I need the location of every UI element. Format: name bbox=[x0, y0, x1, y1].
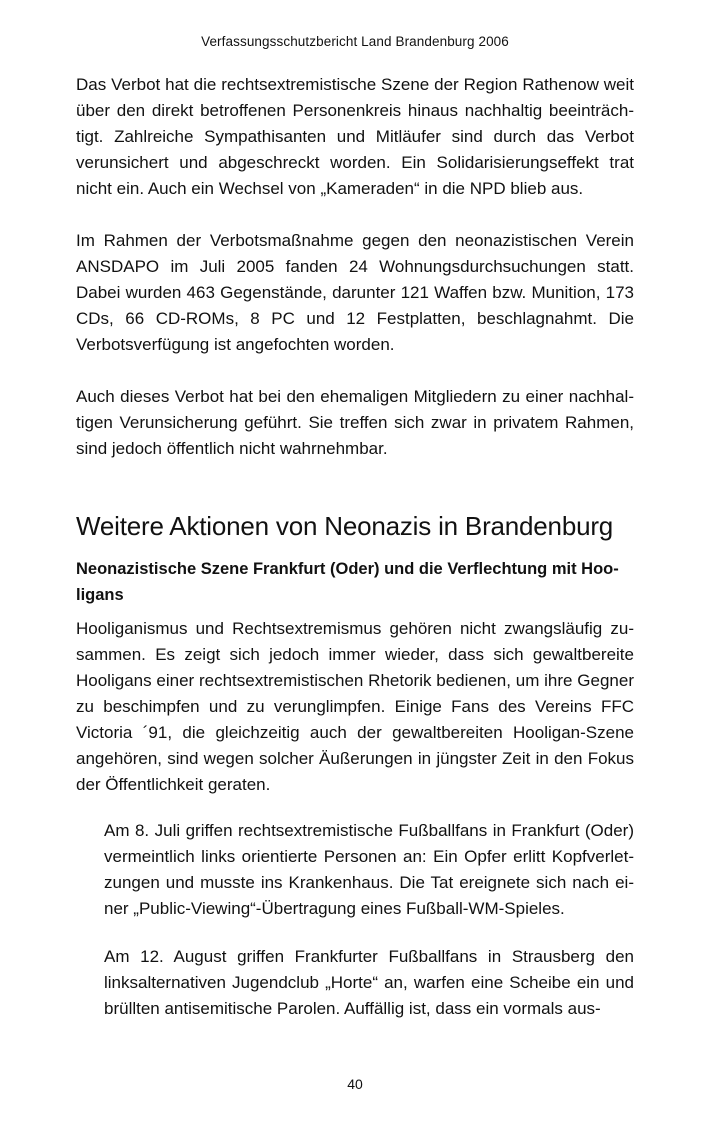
paragraph-8-juli: Am 8. Juli griffen rechtsextremistische Fußballfans in Frankfurt (Oder) vermeintlich links orientierte Personen an: Ein Opfer erlitt Kopfverletzungen und musste ins Krankenhaus. Die Tat ereignete sich nach einer „Public-Viewing“-Übertragung eines Fußball-WM-Spieles. bbox=[104, 821, 634, 918]
page-number: 40 bbox=[347, 1076, 363, 1092]
paragraph-verunsicherung: Auch dieses Verbot hat bei den ehemaligen Mitgliedern zu einer nachhaltigen Verunsicherung geführt. Sie treffen sich zwar in privatem Rahmen, sind jedoch öffentlich nicht wahrnehmbar. bbox=[76, 387, 634, 458]
paragraph-hooliganismus: Hooliganismus und Rechtsextremismus gehören nicht zwangsläufig zusammen. Es zeigt sich jedoch immer wieder, dass sich gewaltbereite Hooligans einer rechtsextremistischen Rhetorik bedienen, um ihre Gegner zu beschimpfen und zu verunglimpfen. Einige Fans des Vereins FFC Victoria ´91, die gleichzeitig auch der gewaltbereiten Hooligan-Szene angehören, sind wegen solcher Äußerungen in jüngster Zeit in den Fokus der Öffentlichkeit geraten. bbox=[76, 619, 634, 794]
running-header: Verfassungsschutzbericht Land Brandenburg 2006 bbox=[201, 34, 509, 49]
section-heading: Weitere Aktionen von Neonazis in Brandenburg bbox=[76, 511, 614, 541]
paragraph-ansdapo: Im Rahmen der Verbotsmaßnahme gegen den neonazistischen Verein ANSDAPO im Juli 2005 fanden 24 Wohnungsdurchsuchungen statt. Dabei wurden 463 Gegenstände, darunter 121 Waffen bzw. Munition, 173 CDs, 66 CD-ROMs, 8 PC und 12 Festplatten, beschlagnahmt. Die Verbotsverfügung ist angefochten worden. bbox=[76, 231, 634, 354]
paragraph-12-august: Am 12. August griffen Frankfurter Fußballfans in Strausberg den linksalternativen Jugendclub „Horte“ an, warfen eine Scheibe ein und brüllten antisemitische Parolen. Auffällig ist, dass ein vormals aus- bbox=[104, 947, 634, 1018]
page-content bbox=[76, 72, 634, 1022]
paragraph-verbot-rathenow: Das Verbot hat die rechtsextremistische Szene der Region Rathenow weit über den direkt betroffenen Personenkreis hinaus nachhaltig beeinträchtigt. Zahlreiche Sympathisanten und Mitläufer sind durch das Verbot verunsichert und abgeschreckt worden. Ein Solidarisierungseffekt trat nicht ein. Auch ein Wechsel von „Kameraden“ in die NPD blieb aus. bbox=[76, 75, 634, 198]
section-subheading: Neonazistische Szene Frankfurt (Oder) und die Verflechtung mit Hooligans bbox=[76, 560, 619, 604]
